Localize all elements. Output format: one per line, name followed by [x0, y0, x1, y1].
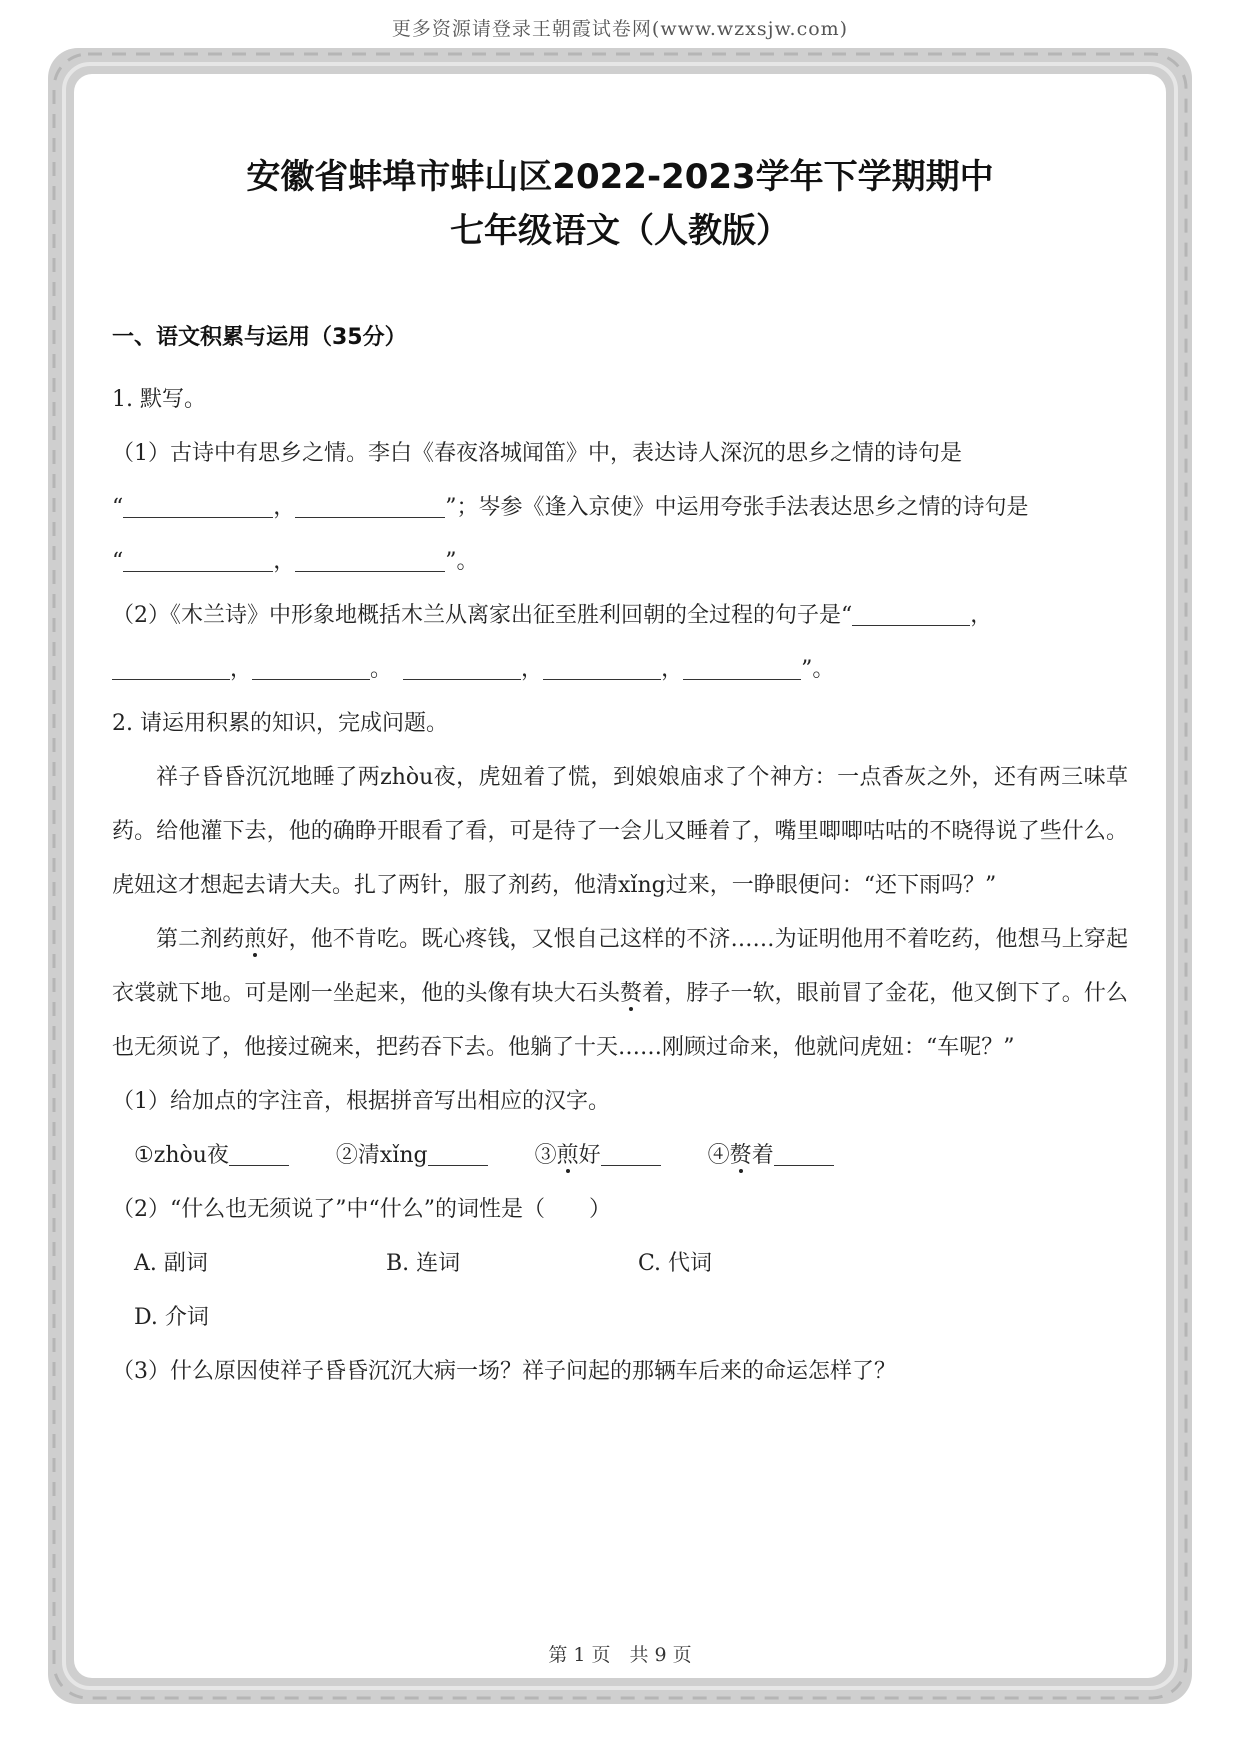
exam-subtitle: 七年级语文（人教版） — [450, 211, 790, 251]
question-1-part-2-blanks: ， 。 ， ， ”。 — [112, 643, 1128, 697]
pinyin-item: ③煎好 — [535, 1129, 661, 1183]
answer-blank[interactable] — [852, 599, 970, 626]
question-1-part-1-blanks-b: “ ， ”。 — [112, 535, 1128, 589]
question-2-sub-1: （1）给加点的字注音，根据拼音写出相应的汉字。 — [112, 1089, 610, 1114]
section-heading: 一、语文积累与运用（35分） — [112, 325, 407, 350]
pinyin-items-row — [134, 1129, 1128, 1183]
answer-blank[interactable] — [295, 545, 445, 572]
answer-blank[interactable] — [543, 653, 661, 680]
exam-content — [112, 150, 1128, 1399]
answer-blank[interactable] — [123, 545, 273, 572]
answer-blank[interactable] — [774, 1139, 834, 1166]
answer-blank[interactable] — [295, 491, 445, 518]
question-1-heading: 1. 默写。 — [112, 387, 206, 412]
option-b[interactable]: B. 连词 — [386, 1251, 461, 1276]
answer-blank[interactable] — [428, 1139, 488, 1166]
choice-options — [134, 1237, 1128, 1345]
answer-blank[interactable] — [112, 653, 230, 680]
option-a[interactable]: A. 副词 — [134, 1251, 208, 1276]
pinyin-item: ④赘着 — [708, 1129, 834, 1183]
exam-title: 安徽省蚌埠市蚌山区2022-2023学年下学期期中 — [246, 157, 994, 197]
answer-blank[interactable] — [403, 653, 521, 680]
reading-passage-paragraph-1: 祥子昏昏沉沉地睡了两zhòu夜，虎妞着了慌，到娘娘庙求了个神方：一点香灰之外，还有两三味草药。给他灌下去，他的确睁开眼看了看，可是待了一会儿又睡着了，嘴里唧唧咕咕的不晓得说了些什么。虎妞这才想起去请大夫。扎了两针，服了剂药，他清xǐng过来，一睁眼便问：“还下雨吗？” — [112, 765, 1128, 898]
option-d[interactable]: D. 介词 — [134, 1305, 209, 1330]
pinyin-item: ①zhòu夜 — [134, 1129, 289, 1183]
answer-blank[interactable] — [123, 491, 273, 518]
dotted-character: 赘 — [620, 981, 643, 1006]
question-1-part-2-text: （2）《木兰诗》中形象地概括木兰从离家出征至胜利回朝的全过程的句子是“ ， — [112, 589, 1128, 643]
question-1-part-1-text: （1）古诗中有思乡之情。李白《春夜洛城闻笛》中，表达诗人深沉的思乡之情的诗句是 — [112, 441, 962, 466]
pinyin-item: ②清xǐng — [336, 1129, 488, 1183]
answer-blank[interactable] — [601, 1139, 661, 1166]
question-2-sub-3: （3）什么原因使祥子昏昏沉沉大病一场？祥子问起的那辆车后来的命运怎样了？ — [112, 1359, 896, 1384]
page-number-footer: 第 1 页 共 9 页 — [548, 1644, 692, 1666]
answer-blank[interactable] — [229, 1139, 289, 1166]
dotted-character: 煎 — [244, 927, 267, 952]
watermark-text: 更多资源请登录王朝霞试卷网(www.wzxsjw.com) — [391, 18, 849, 40]
answer-blank[interactable] — [252, 653, 370, 680]
option-c[interactable]: C. 代词 — [638, 1251, 713, 1276]
question-2-sub-2: （2）“什么也无须说了”中“什么”的词性是（ ） — [112, 1197, 611, 1222]
question-1-part-1-blanks-a: “ ， ”；岑参《逢入京使》中运用夸张手法表达思乡之情的诗句是 — [112, 481, 1128, 535]
answer-blank[interactable] — [683, 653, 801, 680]
question-2-heading: 2. 请运用积累的知识，完成问题。 — [112, 711, 448, 736]
reading-passage-paragraph-2: 第二剂药煎好，他不肯吃。既心疼钱，又恨自己这样的不济……为证明他用不着吃药，他想马上穿起衣裳就下地。可是刚一坐起来，他的头像有块大石头赘着，脖子一软，眼前冒了金花，他又倒下了。什么也无须说了，他接过碗来，把药吞下去。他躺了十天……刚顾过命来，他就问虎妞：“车呢？” — [112, 927, 1128, 1060]
